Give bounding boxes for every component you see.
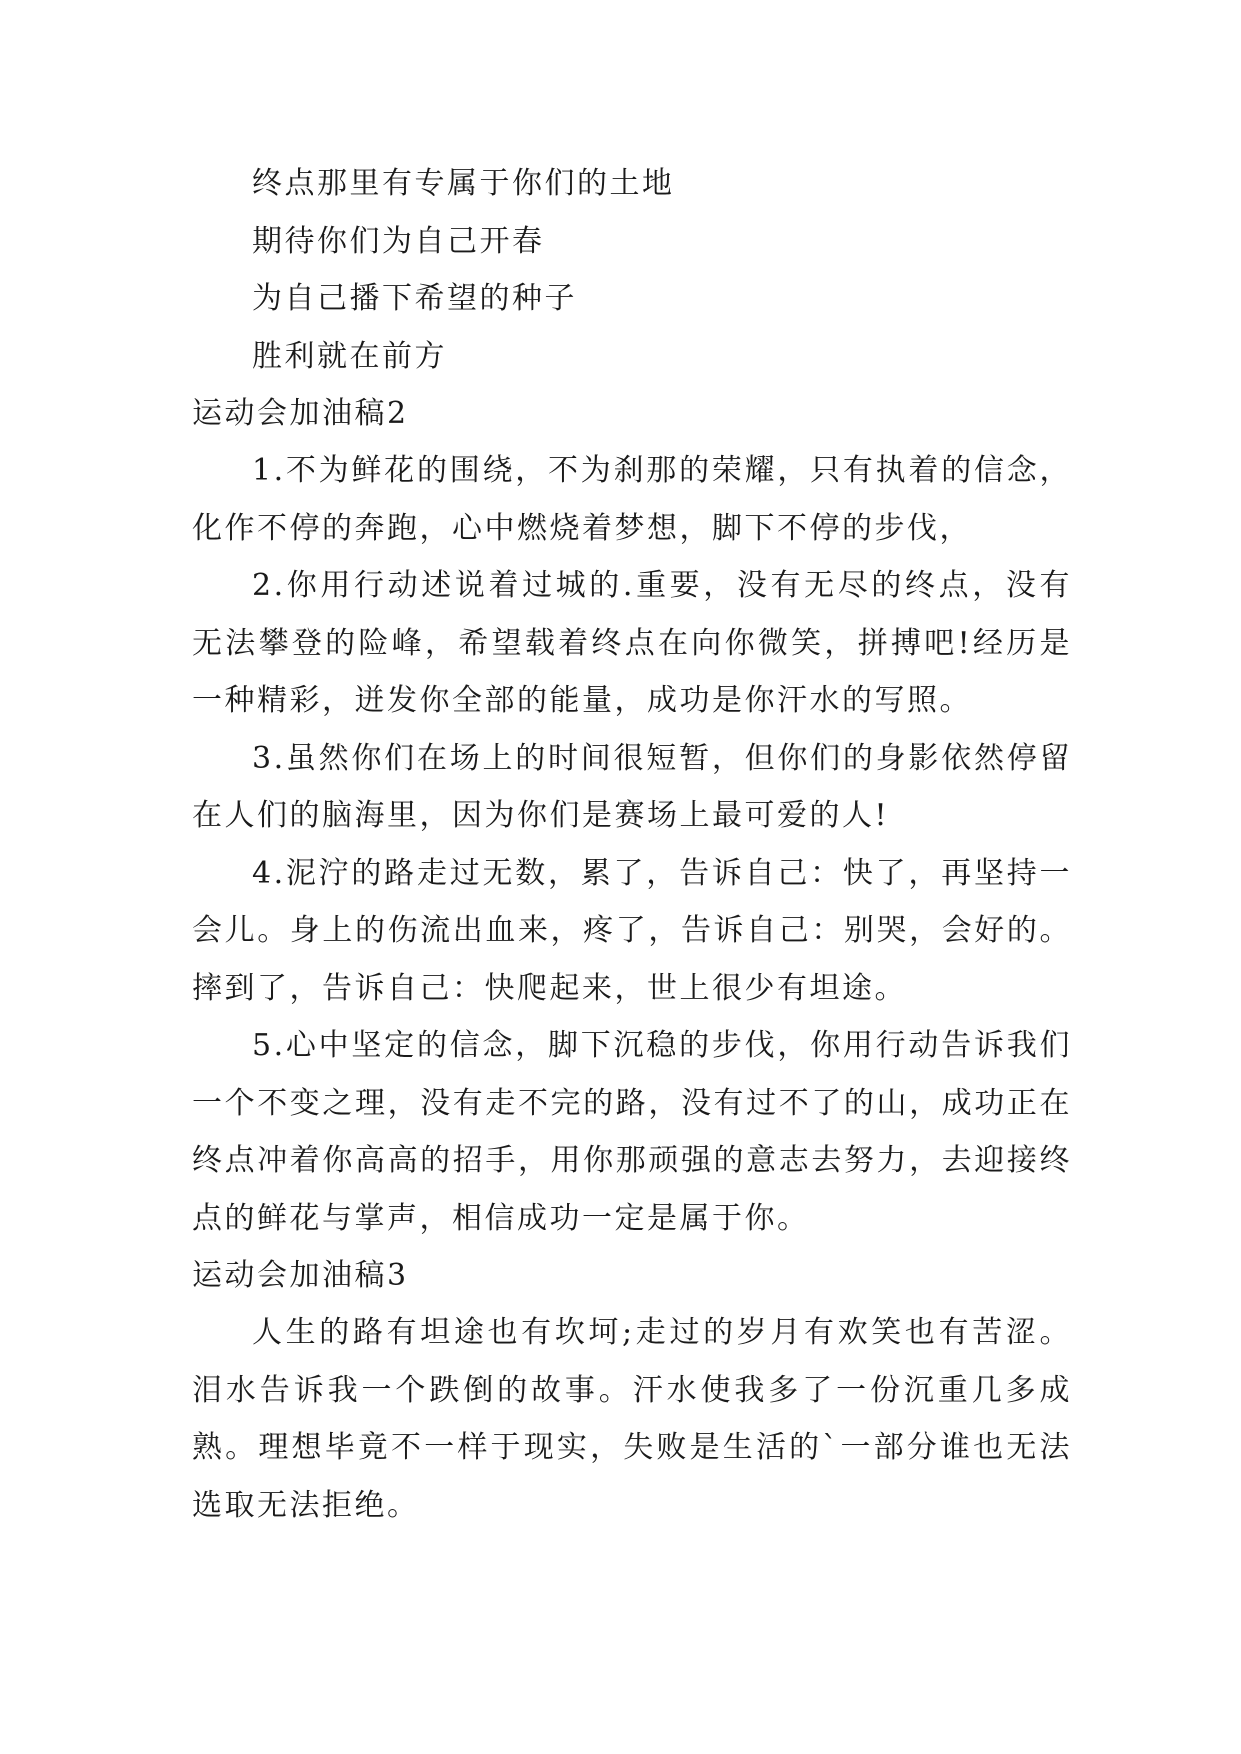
poem-line: 期待你们为自己开春 (252, 223, 545, 259)
section-heading: 运动会加油稿3 (192, 1258, 409, 1293)
document-body (192, 155, 1072, 1534)
poem-line: 为自己播下希望的种子 (252, 281, 577, 316)
paragraph: 2.你用行动述说着过城的.重要，没有无尽的终点，没有无法攀登的险峰，希望载着终点在向你微笑，拼搏吧!经历是一种精彩，迸发你全部的能量，成功是你汗水的写照。 (192, 568, 1072, 718)
poem-line: 胜利就在前方 (252, 338, 447, 374)
paragraph: 3.虽然你们在场上的时间很短暂，但你们的身影依然停留在人们的脑海里，因为你们是赛场上最可爱的人! (192, 740, 1072, 833)
paragraph: 人生的路有坦途也有坎坷;走过的岁月有欢笑也有苦涩。泪水告诉我一个跌倒的故事。汗水使我多了一份沉重几多成熟。理想毕竟不一样于现实，失败是生活的`一部分谁也无法选取无法拒绝。 (192, 1315, 1072, 1523)
poem-line: 终点那里有专属于你们的土地 (252, 166, 675, 201)
section-heading: 运动会加油稿2 (192, 396, 409, 431)
paragraph: 5.心中坚定的信念，脚下沉稳的步伐，你用行动告诉我们一个不变之理，没有走不完的路，没有过不了的山，成功正在终点冲着你高高的招手，用你那顽强的意志去努力，去迎接终点的鲜花与掌声，相信成功一定是属于你。 (192, 1028, 1072, 1236)
paragraph: 1.不为鲜花的围绕，不为刹那的荣耀，只有执着的信念，化作不停的奔跑，心中燃烧着梦想，脚下不停的步伐， (192, 453, 1072, 546)
paragraph: 4.泥泞的路走过无数，累了，告诉自己：快了，再坚持一会儿。身上的伤流出血来，疼了，告诉自己：别哭，会好的。摔到了，告诉自己：快爬起来，世上很少有坦途。 (192, 855, 1072, 1006)
